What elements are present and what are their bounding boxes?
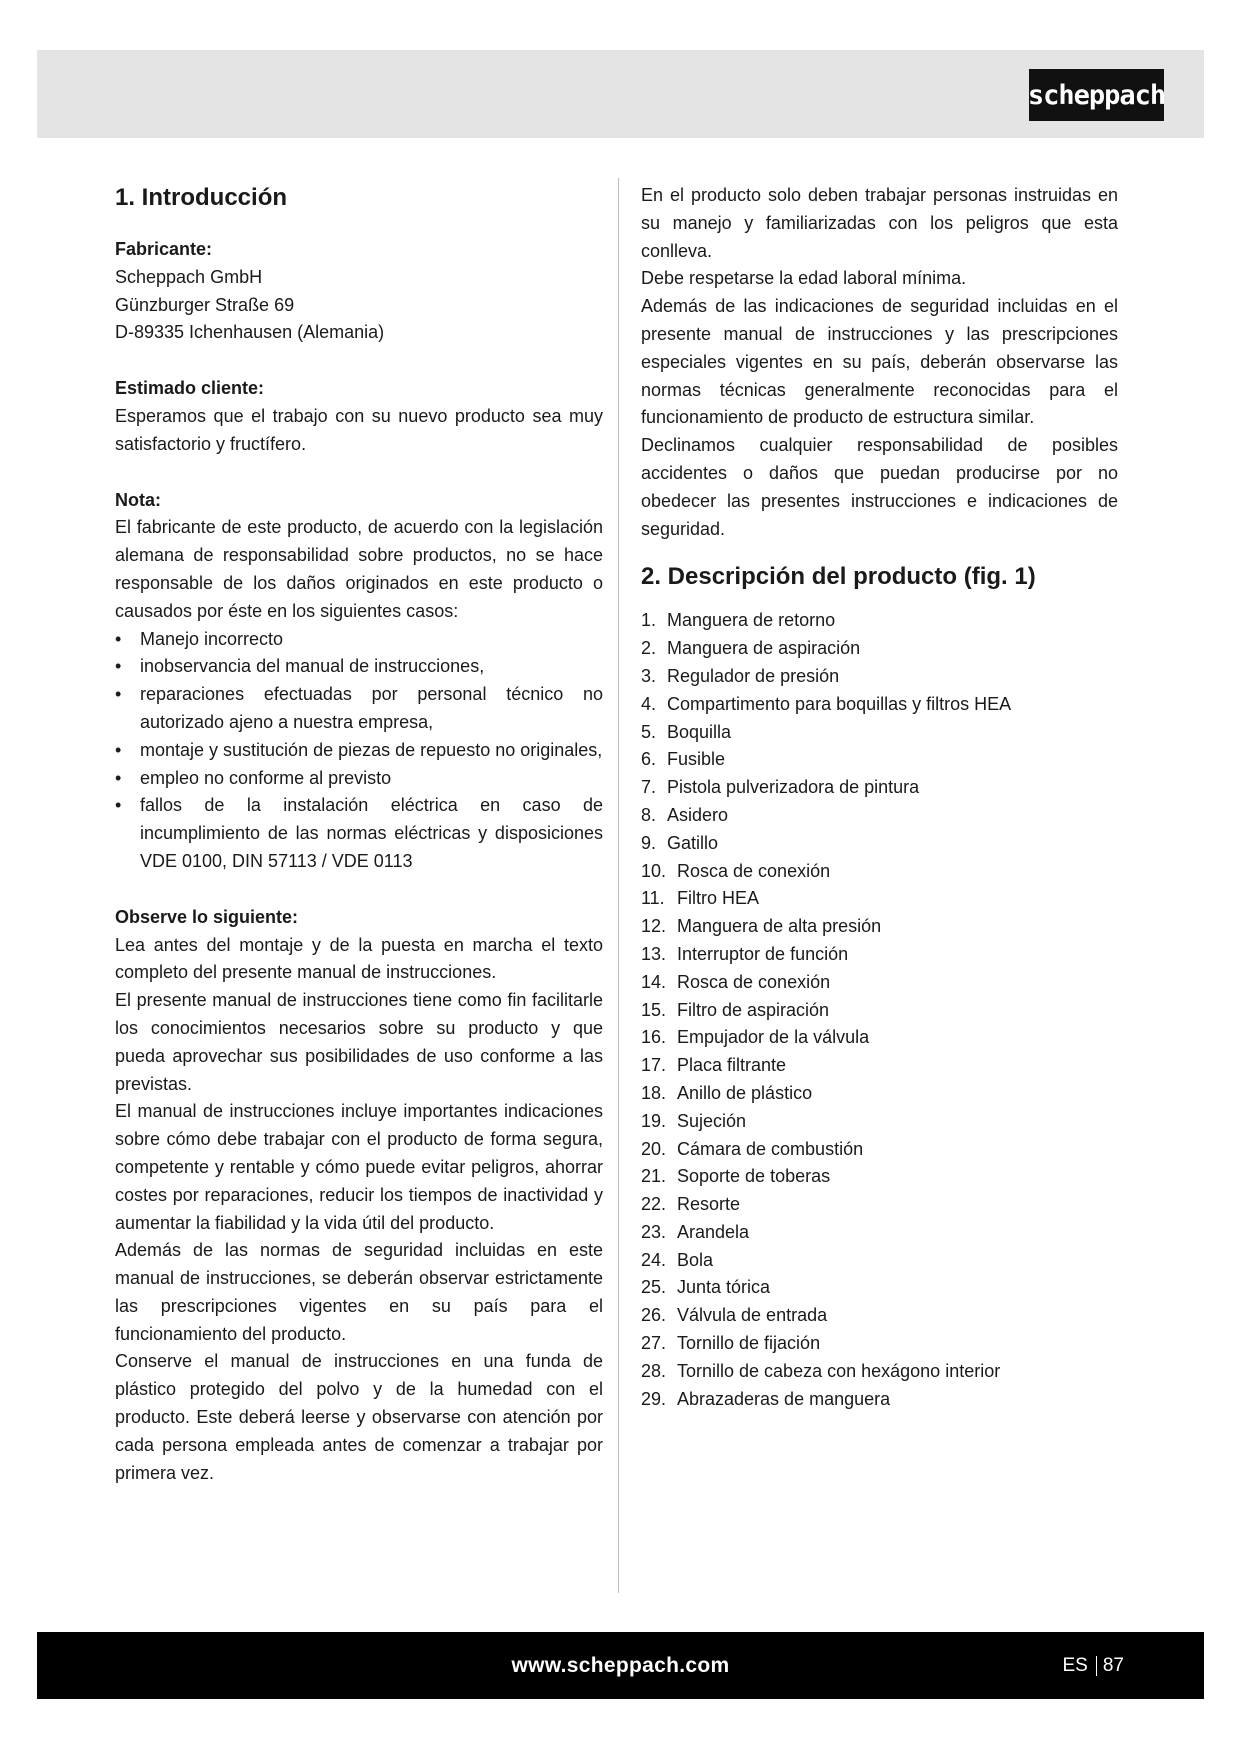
- part-number: 23.: [641, 1221, 667, 1242]
- part-number: 14.: [641, 971, 667, 992]
- part-number: 26.: [641, 1305, 667, 1326]
- parts-list-item: [641, 885, 1118, 913]
- part-number: 24.: [641, 1249, 667, 1270]
- customer-text: Esperamos que el trabajo con su nuevo producto sea muy satisfactorio y fructífero.: [115, 405, 603, 454]
- part-name: Resorte: [677, 1194, 741, 1215]
- part-number: 27.: [641, 1333, 667, 1354]
- part-number: 7.: [641, 777, 657, 798]
- note-bullet: • empleo no conforme al previsto: [115, 765, 603, 793]
- parts-list-item: [641, 858, 1118, 886]
- manufacturer-line: Scheppach GmbH: [115, 266, 263, 287]
- right-column: [641, 182, 1118, 1413]
- part-number: 18.: [641, 1082, 667, 1103]
- manufacturer-line: Günzburger Straße 69: [115, 294, 295, 315]
- safety-paragraph: Además de las indicaciones de seguridad incluidas en el presente manual de instrucciones y las prescripciones especiales vigentes en su país, deberán observarse las normas técnicas generalmente reconocidas para el funcionamiento de producto de estructura similar.: [641, 296, 1118, 428]
- part-name: Interruptor de función: [677, 943, 849, 964]
- part-name: Regulador de presión: [667, 665, 840, 686]
- part-name: Asidero: [667, 804, 729, 825]
- part-name: Filtro de aspiración: [677, 999, 830, 1020]
- safety-paragraph: En el producto solo deben trabajar personas instruidas en su manejo y familiarizadas con los peligros que esta conlleva.: [641, 185, 1118, 261]
- part-name: Tornillo de cabeza con hexágono interior: [677, 1360, 1001, 1381]
- parts-list-item: [641, 607, 1118, 635]
- page-number: 87: [1102, 1655, 1124, 1676]
- part-name: Tornillo de fijación: [677, 1333, 821, 1354]
- parts-list-item: [641, 635, 1118, 663]
- part-name: Sujeción: [677, 1110, 747, 1131]
- parts-list-item: [641, 691, 1118, 719]
- parts-list-item: [641, 1136, 1118, 1164]
- note-bullet: • montaje y sustitución de piezas de repuesto no originales,: [115, 737, 603, 765]
- part-name: Bola: [677, 1249, 714, 1270]
- note-bullet-list: [115, 626, 603, 876]
- note-label: Nota:: [115, 489, 161, 510]
- part-name: Placa filtrante: [677, 1055, 787, 1076]
- observe-paragraph: Lea antes del montaje y de la puesta en marcha el texto completo del presente manual de instrucciones.: [115, 934, 603, 983]
- left-column: [115, 182, 603, 1487]
- scheppach-logo: [1029, 69, 1164, 121]
- section-1-heading: 1. Introducción: [115, 184, 288, 211]
- note-block: [115, 487, 603, 876]
- note-bullet: • Manejo incorrecto: [115, 626, 603, 654]
- part-number: 8.: [641, 804, 657, 825]
- parts-list-item: [641, 663, 1118, 691]
- page-indicator: [1063, 1632, 1125, 1699]
- part-name: Pistola pulverizadora de pintura: [667, 777, 920, 798]
- part-name: Filtro HEA: [677, 888, 760, 909]
- part-name: Compartimento para boquillas y filtros HEA: [667, 693, 1012, 714]
- note-bullet: • reparaciones efectuadas por personal técnico no autorizado ajeno a nuestra empresa,: [115, 681, 603, 737]
- safety-paragraph: Declinamos cualquier responsabilidad de posibles accidentes o daños que puedan producirse por no obedecer las presentes instrucciones e indicaciones de seguridad.: [641, 435, 1118, 539]
- part-name: Manguera de retorno: [667, 610, 836, 631]
- parts-list-item: [641, 1358, 1118, 1386]
- parts-list-item: [641, 1024, 1118, 1052]
- part-number: 5.: [641, 721, 657, 742]
- part-number: 4.: [641, 693, 657, 714]
- part-number: 1.: [641, 610, 657, 631]
- part-name: Manguera de alta presión: [677, 916, 882, 937]
- manufacturer-label: Fabricante:: [115, 239, 213, 259]
- part-number: 2.: [641, 638, 657, 659]
- observe-paragraph: El manual de instrucciones incluye importantes indicaciones sobre cómo debe trabajar con el producto de forma segura, competente y rentable y cómo puede evitar peligros, ahorrar costes por reparaciones, reducir los tiempos de inactividad y aumentar la fiabilidad y la vida útil del producto.: [115, 1101, 603, 1233]
- part-name: Abrazaderas de manguera: [677, 1388, 891, 1409]
- parts-list-item: [641, 997, 1118, 1025]
- observe-paragraph: Además de las normas de seguridad incluidas en este manual de instrucciones, se deberán observar estrictamente las prescripciones vigentes en su país para el funcionamiento del producto.: [115, 1240, 603, 1344]
- manufacturer-line: D-89335 Ichenhausen (Alemania): [115, 322, 385, 343]
- part-number: 9.: [641, 832, 657, 853]
- parts-list: [641, 607, 1118, 1413]
- part-number: 3.: [641, 665, 657, 686]
- observe-paragraph: El presente manual de instrucciones tiene como fin facilitarle los conocimientos necesarios sobre su producto y que pueda aprovechar sus posibilidades de uso conforme a las previstas.: [115, 990, 603, 1094]
- parts-list-item: [641, 1274, 1118, 1302]
- part-name: Arandela: [677, 1221, 750, 1242]
- part-name: Cámara de combustión: [677, 1138, 864, 1159]
- part-name: Empujador de la válvula: [677, 1027, 870, 1048]
- note-text: El fabricante de este producto, de acuerdo con la legislación alemana de responsabilidad sobre productos, no se hace responsable de los daños originados en este producto o causados por éste en los siguientes casos:: [115, 517, 603, 621]
- parts-list-item: [641, 941, 1118, 969]
- part-name: Soporte de toberas: [677, 1166, 831, 1187]
- safety-paragraph: Debe respetarse la edad laboral mínima.: [641, 268, 967, 289]
- parts-list-item: [641, 1247, 1118, 1275]
- part-number: 15.: [641, 999, 667, 1020]
- parts-list-item: [641, 1052, 1118, 1080]
- part-name: Rosca de conexión: [677, 971, 831, 992]
- parts-list-item: [641, 719, 1118, 747]
- part-number: 11.: [641, 888, 665, 909]
- part-number: 17.: [641, 1055, 667, 1076]
- section-2-heading: 2. Descripción del producto (fig. 1): [641, 563, 1036, 591]
- part-number: 13.: [641, 943, 667, 964]
- language-code: ES: [1062, 1655, 1088, 1676]
- parts-list-item: [641, 1330, 1118, 1358]
- part-number: 21.: [641, 1166, 667, 1187]
- parts-list-item: [641, 746, 1118, 774]
- part-number: 12.: [641, 916, 667, 937]
- observe-block: [115, 904, 603, 1488]
- parts-list-item: [641, 1108, 1118, 1136]
- separator: [1096, 1656, 1097, 1676]
- manufacturer-block: [115, 236, 603, 347]
- part-number: 25.: [641, 1277, 667, 1298]
- note-bullet: • fallos de la instalación eléctrica en caso de incumplimiento de las normas eléctricas y disposiciones VDE 0100, DIN 57113 / VDE 0113: [115, 792, 603, 875]
- part-number: 22.: [641, 1194, 667, 1215]
- part-number: 6.: [641, 749, 657, 770]
- part-number: 16.: [641, 1027, 667, 1048]
- note-bullet: • inobservancia del manual de instrucciones,: [115, 653, 603, 681]
- parts-list-item: [641, 1163, 1118, 1191]
- parts-list-item: [641, 774, 1118, 802]
- part-name: Junta tórica: [677, 1277, 771, 1298]
- parts-list-item: [641, 1080, 1118, 1108]
- part-name: Fusible: [667, 749, 726, 770]
- part-name: Válvula de entrada: [677, 1305, 828, 1326]
- part-name: Rosca de conexión: [677, 860, 831, 881]
- part-name: Anillo de plástico: [677, 1082, 813, 1103]
- observe-label: Observe lo siguiente:: [115, 906, 299, 927]
- footer-website-link[interactable]: www.scheppach.com: [511, 1654, 730, 1677]
- part-name: Manguera de aspiración: [667, 638, 861, 659]
- parts-list-item: [641, 1302, 1118, 1330]
- parts-list-item: [641, 969, 1118, 997]
- parts-list-item: [641, 830, 1118, 858]
- observe-paragraph: Conserve el manual de instrucciones en una funda de plástico protegido del polvo y de la humedad con el producto. Este deberá leerse y observarse con atención por cada persona empleada antes de comenzar a trabajar por primera vez.: [115, 1351, 603, 1483]
- parts-list-item: [641, 913, 1118, 941]
- customer-block: [115, 375, 603, 458]
- part-number: 20.: [641, 1138, 667, 1159]
- column-divider: [618, 178, 619, 1593]
- part-number: 19.: [641, 1110, 667, 1131]
- customer-label: Estimado cliente:: [115, 378, 265, 399]
- part-number: 10.: [641, 860, 667, 881]
- part-number: 29.: [641, 1388, 667, 1409]
- part-name: Gatillo: [667, 832, 719, 853]
- part-number: 28.: [641, 1360, 667, 1381]
- logo-text: scheppach: [1027, 79, 1166, 111]
- footer-bar: [37, 1632, 1204, 1699]
- parts-list-item: [641, 1191, 1118, 1219]
- parts-list-item: [641, 802, 1118, 830]
- part-name: Boquilla: [667, 721, 732, 742]
- parts-list-item: [641, 1386, 1118, 1414]
- parts-list-item: [641, 1219, 1118, 1247]
